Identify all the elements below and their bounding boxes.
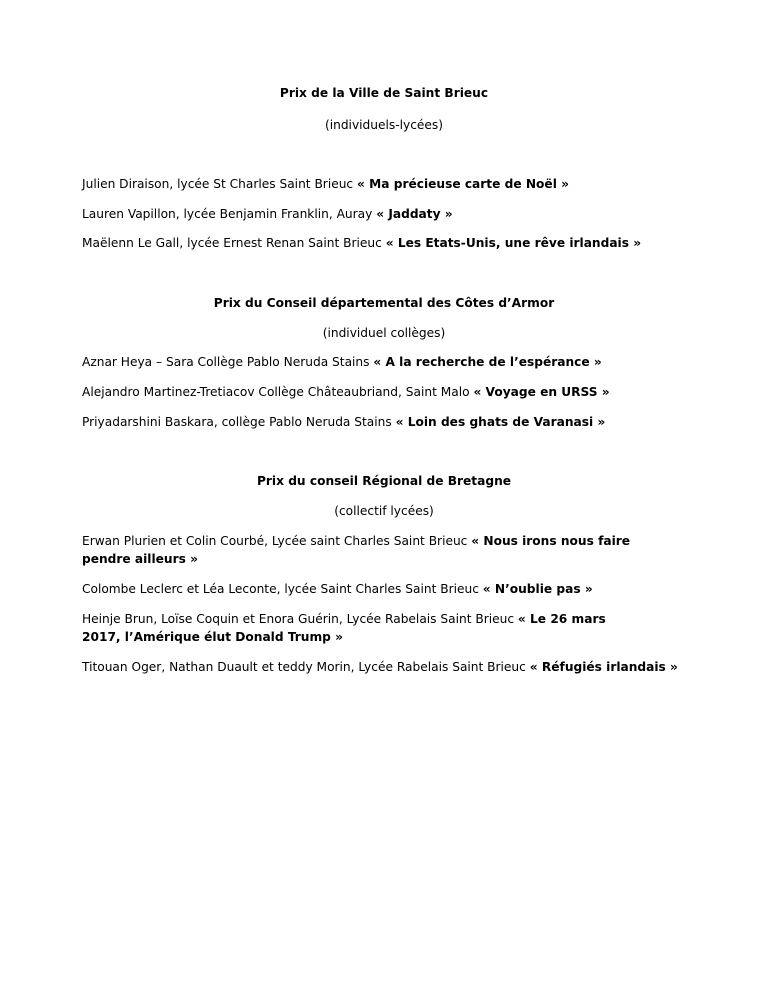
- list-item: [82, 175, 682, 193]
- list-item: [82, 413, 682, 431]
- section-subtitle: (individuels-lycées): [324, 118, 444, 132]
- entry-work: « Loin des ghats de Varanasi »: [395, 415, 606, 429]
- entry-authors: Priyadarshini Baskara, collège Pablo Neruda Stains: [82, 415, 392, 429]
- list-item: [82, 658, 682, 676]
- entry-authors: Colombe Leclerc et Léa Leconte, lycée Saint Charles Saint Brieuc: [82, 582, 479, 596]
- entry-work: « A la recherche de l’espérance »: [373, 355, 602, 369]
- list-item: [82, 353, 682, 371]
- entry-authors: Titouan Oger, Nathan Duault et teddy Morin, Lycée Rabelais Saint Brieuc: [82, 660, 526, 674]
- entry-authors: Heinje Brun, Loïse Coquin et Enora Guérin, Lycée Rabelais Saint Brieuc: [82, 612, 515, 626]
- list-item: [82, 532, 642, 568]
- entry-authors: Maëlenn Le Gall, lycée Ernest Renan Saint Brieuc: [82, 236, 382, 250]
- entry-authors: Aznar Heya – Sara Collège Pablo Neruda Stains: [82, 355, 374, 369]
- entry-authors: Lauren Vapillon, lycée Benjamin Franklin, Auray: [82, 207, 373, 221]
- entry-work: « Le 26 mars 2017, l’Amérique élut Donald Trump »: [82, 612, 606, 644]
- list-item: [82, 383, 682, 401]
- list-item: [82, 580, 682, 598]
- entry-work: « Réfugiés irlandais »: [529, 660, 678, 674]
- entry-authors: Erwan Plurien et Colin Courbé, Lycée saint Charles Saint Brieuc: [82, 534, 468, 548]
- entry-work: « Voyage en URSS »: [473, 385, 610, 399]
- entry-work: « Jaddaty »: [376, 207, 453, 221]
- entry-work: « Ma précieuse carte de Noël »: [357, 177, 569, 191]
- entry-authors: Alejandro Martinez-Tretiacov Collège Châteaubriand, Saint Malo: [82, 385, 470, 399]
- list-item: [82, 234, 682, 252]
- section-title: Prix du conseil Régional de Bretagne: [256, 474, 512, 488]
- section-subtitle: (individuel collèges): [322, 326, 446, 340]
- section-title: Prix du Conseil départemental des Côtes d’Armor: [213, 296, 555, 310]
- list-item: [82, 610, 642, 646]
- entry-work: « N’oublie pas »: [482, 582, 593, 596]
- section-title: Prix de la Ville de Saint Brieuc: [279, 86, 489, 100]
- section-subtitle: (collectif lycées): [334, 504, 434, 518]
- list-item: [82, 205, 682, 223]
- entry-work: « Nous irons nous faire pendre ailleurs »: [82, 534, 631, 566]
- entry-authors: Julien Diraison, lycée St Charles Saint Brieuc: [82, 177, 354, 191]
- entry-work: « Les Etats-Unis, une rêve irlandais »: [385, 236, 642, 250]
